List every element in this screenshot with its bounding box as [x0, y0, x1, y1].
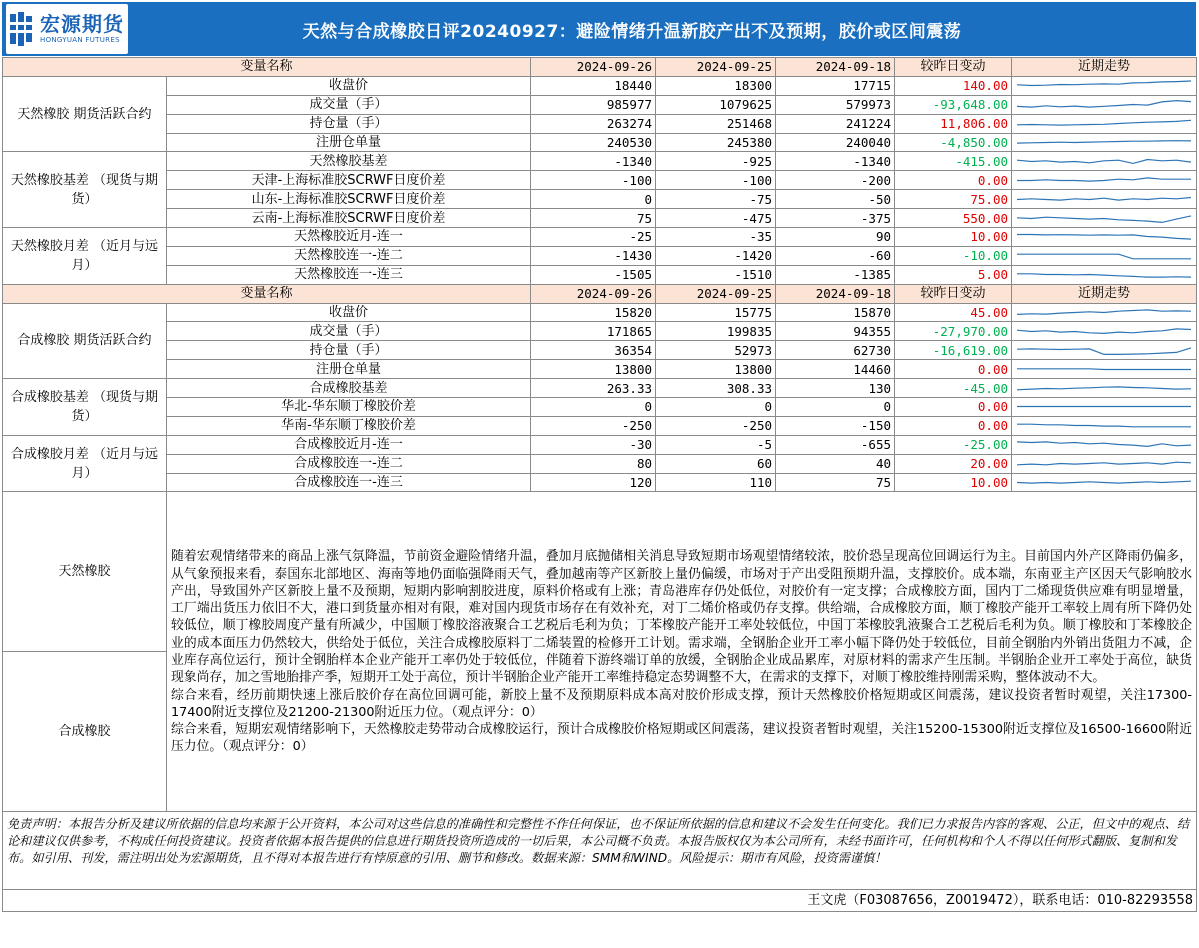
value-d2: 52973 — [656, 341, 776, 360]
value-d1: 240530 — [531, 133, 656, 152]
value-d1: -1505 — [531, 265, 656, 284]
value-d2: -250 — [656, 416, 776, 435]
value-d2: 18300 — [656, 76, 776, 95]
table-row — [3, 209, 1197, 228]
variable-name: 华南-华东顺丁橡胶价差 — [167, 416, 531, 435]
header-date: 2024-09-26 — [531, 284, 656, 303]
header-trend: 近期走势 — [1012, 58, 1197, 77]
header-date: 2024-09-18 — [776, 58, 895, 77]
trend-sparkline — [1015, 305, 1193, 320]
value-d2: -475 — [656, 209, 776, 228]
table-row — [3, 265, 1197, 284]
commentary-synthetic-summary: 综合来看，短期宏观情绪影响下，天然橡胶走势带动合成橡胶运行，预计合成橡胶价格短期或区间震荡，建议投资者暂时观望，关注15200-15300附近支撑位及16500-16600附近压力位。（观点评分：0） — [171, 722, 1193, 755]
variable-name: 成交量（手） — [167, 95, 531, 114]
trend-cell — [1012, 454, 1197, 473]
change-value: 0.00 — [895, 171, 1012, 190]
trend-cell — [1012, 379, 1197, 398]
change-value: -93,648.00 — [895, 95, 1012, 114]
company-logo — [6, 4, 128, 54]
trend-cell — [1012, 341, 1197, 360]
table-row — [3, 379, 1197, 398]
variable-name: 华北-华东顺丁橡胶价差 — [167, 398, 531, 417]
table-row — [3, 416, 1197, 435]
disclaimer-row — [3, 812, 1197, 890]
table-row — [3, 190, 1197, 209]
trend-line — [1017, 481, 1191, 483]
group-label: 天然橡胶月差 （近月与远月） — [3, 228, 167, 285]
trend-sparkline — [1015, 97, 1193, 112]
trend-sparkline — [1015, 211, 1193, 226]
trend-line — [1017, 141, 1191, 143]
trend-sparkline — [1015, 418, 1193, 433]
header-change: 较昨日变动 — [895, 284, 1012, 303]
value-d2: 251468 — [656, 114, 776, 133]
trend-sparkline — [1015, 173, 1193, 188]
trend-line — [1017, 255, 1191, 260]
value-d2: 308.33 — [656, 379, 776, 398]
trend-line — [1017, 215, 1191, 222]
value-d2: 1079625 — [656, 95, 776, 114]
change-value: -16,619.00 — [895, 341, 1012, 360]
change-value: 0.00 — [895, 416, 1012, 435]
trend-cell — [1012, 171, 1197, 190]
trend-sparkline — [1015, 192, 1193, 207]
header-date: 2024-09-25 — [656, 58, 776, 77]
table-row — [3, 114, 1197, 133]
trend-line — [1017, 235, 1191, 240]
value-d3: 15870 — [776, 303, 895, 322]
trend-cell — [1012, 398, 1197, 417]
change-value: -10.00 — [895, 246, 1012, 265]
table-row — [3, 152, 1197, 171]
commentary-paragraph: 随着宏观情绪带来的商品上涨气氛降温，节前资金避险情绪升温，叠加月底抛储相关消息导致短期市场观望情绪较浓，胶价恐呈现高位回调运行为主。目前国内外产区降雨仍偏多，从气象预报来看，泰国东北部地区、海南等地仍面临强降雨天气，叠加越南等产区新胶上量仍偏缓，市场对于产出受阻预期升温，支撑胶价。成本端，东南亚主产区因天气影响胶水产出，导致国外产区新胶上量不及预期，短期内影响割胶进度，原料价格或有上涨；青岛港库存仍处低位，对胶价有一定支撑；合成橡胶方面，国内丁二烯现货供应难有明显增量，工厂端出货压力依旧不大，港口到货量亦相对有限，难对国内现货市场存在有效补充，对丁二烯价格或仍存支撑。供给端，合成橡胶方面，顺丁橡胶产能开工率较上周有所下降仍处较低位，顺丁橡胶周度产量有所减少，中国顺丁橡胶溶液聚合工艺税后毛利为负；丁苯橡胶产能开工率处较低位，中国丁苯橡胶乳液聚合工艺税后毛利为负。顺丁橡胶和丁苯橡胶企业的成本面压力仍然较大，供给处于低位，关注合成橡胶原料丁二烯装置的检修开工计划。需求端，全钢胎企业开工率小幅下降仍处于较低位，目前全钢胎内外销出货阻力不减，企业库存高位运行，预计全钢胎样本企业产能开工率仍处于较低位，伴随着下游终端订单的放缓，全钢胎企业成品累库，对原材料的需求产生压制。半钢胎企业开工率处于高位，缺货现象尚存，加之雪地胎排产季，短期开工处于高位，预计半钢胎企业产能开工率维持稳定态势调整不大，在需求的支撑下，对顺丁橡胶维持刚需采购，整体波动不大。 — [171, 549, 1193, 686]
trend-cell — [1012, 360, 1197, 379]
table-row — [3, 322, 1197, 341]
value-d1: 120 — [531, 473, 656, 492]
value-d3: 75 — [776, 473, 895, 492]
value-d2: 15775 — [656, 303, 776, 322]
trend-sparkline — [1015, 135, 1193, 150]
column-header-row — [3, 58, 1197, 77]
trend-cell — [1012, 95, 1197, 114]
header-var-name: 变量名称 — [3, 284, 531, 303]
change-value: -27,970.00 — [895, 322, 1012, 341]
commentary-natural-summary: 综合来看，经历前期快速上涨后胶价存在高位回调可能，新胶上量不及预期原料成本高对胶价形成支撑，预计天然橡胶价格短期或区间震荡，建议投资者暂时观望，关注17300-17400附近支撑位及21200-21300附近压力位。（观点评分：0） — [171, 687, 1193, 720]
group-label: 合成橡胶 期货活跃合约 — [3, 303, 167, 379]
value-d1: 75 — [531, 209, 656, 228]
trend-cell — [1012, 303, 1197, 322]
commentary-label-natural: 天然橡胶 — [3, 492, 167, 652]
change-value: 0.00 — [895, 398, 1012, 417]
table-row — [3, 454, 1197, 473]
trend-cell — [1012, 209, 1197, 228]
trend-line — [1017, 442, 1191, 447]
value-d3: 241224 — [776, 114, 895, 133]
value-d3: 94355 — [776, 322, 895, 341]
group-label: 天然橡胶 期货活跃合约 — [3, 76, 167, 152]
group-label: 合成橡胶基差 （现货与期货） — [3, 379, 167, 436]
value-d3: 240040 — [776, 133, 895, 152]
trend-cell — [1012, 246, 1197, 265]
value-d1: 13800 — [531, 360, 656, 379]
variable-name: 收盘价 — [167, 303, 531, 322]
value-d2: -75 — [656, 190, 776, 209]
value-d3: -200 — [776, 171, 895, 190]
logo-cn-text: 宏源期货 — [40, 12, 124, 36]
group-label: 天然橡胶基差 （现货与期货） — [3, 152, 167, 228]
trend-sparkline — [1015, 362, 1193, 377]
value-d2: 60 — [656, 454, 776, 473]
trend-sparkline — [1015, 116, 1193, 131]
value-d1: 263274 — [531, 114, 656, 133]
value-d3: 130 — [776, 379, 895, 398]
trend-sparkline — [1015, 154, 1193, 169]
trend-cell — [1012, 114, 1197, 133]
change-value: 550.00 — [895, 209, 1012, 228]
value-d3: -375 — [776, 209, 895, 228]
trend-cell — [1012, 152, 1197, 171]
trend-sparkline — [1015, 475, 1193, 490]
trend-cell — [1012, 265, 1197, 284]
header-trend: 近期走势 — [1012, 284, 1197, 303]
value-d2: 0 — [656, 398, 776, 417]
value-d1: -30 — [531, 435, 656, 454]
table-row — [3, 435, 1197, 454]
table-row — [3, 341, 1197, 360]
value-d3: 40 — [776, 454, 895, 473]
trend-sparkline — [1015, 248, 1193, 263]
disclaimer-text: 免责声明：本报告分析及建议所依据的信息均来源于公开资料，本公司对这些信息的准确性和完整性不作任何保证，也不保证所依据的信息和建议不会发生任何变化。我们已力求报告内容的客观、公正，但文中的观点、结论和建议仅供参考，不构成任何投资建议。投资者依据本报告提供的信息进行期货投资所造成的一切后果，本公司概不负责。本报告版权仅为本公司所有，未经书面许可，任何机构和个人不得以任何形式翻版、复制和发布。如引用、刊发，需注明出处为宏源期货，且不得对本报告进行有悖原意的引用、删节和修改。数据来源：SMM和WIND。风险提示：期市有风险，投资需谨慎！ — [3, 812, 1197, 890]
table-row — [3, 133, 1197, 152]
trend-cell — [1012, 322, 1197, 341]
trend-line — [1017, 310, 1191, 315]
trend-line — [1017, 120, 1191, 125]
change-value: -415.00 — [895, 152, 1012, 171]
table-row — [3, 171, 1197, 190]
header-var-name: 变量名称 — [3, 58, 531, 77]
value-d1: 15820 — [531, 303, 656, 322]
table-row — [3, 303, 1197, 322]
commentary-text — [167, 492, 1197, 812]
change-value: 45.00 — [895, 303, 1012, 322]
trend-cell — [1012, 190, 1197, 209]
value-d3: -1340 — [776, 152, 895, 171]
change-value: 10.00 — [895, 228, 1012, 247]
author-row — [3, 890, 1197, 912]
value-d1: -100 — [531, 171, 656, 190]
data-table — [2, 57, 1197, 912]
value-d3: -1385 — [776, 265, 895, 284]
value-d2: 245380 — [656, 133, 776, 152]
value-d1: -1430 — [531, 246, 656, 265]
change-value: -25.00 — [895, 435, 1012, 454]
variable-name: 合成橡胶基差 — [167, 379, 531, 398]
trend-line — [1017, 274, 1191, 277]
value-d3: 14460 — [776, 360, 895, 379]
trend-line — [1017, 386, 1191, 389]
author-contact: 王文虎（F03087656，Z0019472），联系电话：010-82293558 — [3, 890, 1197, 912]
value-d2: 13800 — [656, 360, 776, 379]
variable-name: 注册仓单量 — [167, 360, 531, 379]
variable-name: 天津-上海标准胶SCRWF日度价差 — [167, 171, 531, 190]
table-row — [3, 398, 1197, 417]
change-value: 0.00 — [895, 360, 1012, 379]
trend-cell — [1012, 435, 1197, 454]
value-d2: 110 — [656, 473, 776, 492]
value-d1: 0 — [531, 190, 656, 209]
trend-line — [1017, 159, 1191, 163]
variable-name: 持仓量（手） — [167, 341, 531, 360]
logo-en-text: HONGYUAN FUTURES — [40, 36, 120, 44]
value-d2: -5 — [656, 435, 776, 454]
value-d3: 90 — [776, 228, 895, 247]
change-value: 75.00 — [895, 190, 1012, 209]
value-d3: -50 — [776, 190, 895, 209]
header-change: 较昨日变动 — [895, 58, 1012, 77]
trend-sparkline — [1015, 229, 1193, 244]
change-value: 10.00 — [895, 473, 1012, 492]
change-value: -45.00 — [895, 379, 1012, 398]
change-value: 5.00 — [895, 265, 1012, 284]
trend-cell — [1012, 76, 1197, 95]
table-row — [3, 360, 1197, 379]
trend-sparkline — [1015, 381, 1193, 396]
value-d3: -150 — [776, 416, 895, 435]
trend-sparkline — [1015, 437, 1193, 452]
variable-name: 云南-上海标准胶SCRWF日度价差 — [167, 209, 531, 228]
variable-name: 天然橡胶近月-连一 — [167, 228, 531, 247]
trend-line — [1017, 329, 1191, 334]
value-d1: 263.33 — [531, 379, 656, 398]
variable-name: 持仓量（手） — [167, 114, 531, 133]
value-d3: 17715 — [776, 76, 895, 95]
header-date: 2024-09-18 — [776, 284, 895, 303]
variable-name: 合成橡胶连一-连二 — [167, 454, 531, 473]
value-d1: -25 — [531, 228, 656, 247]
table-row — [3, 246, 1197, 265]
column-header-row — [3, 284, 1197, 303]
trend-line — [1017, 368, 1191, 369]
commentary-row — [3, 492, 1197, 652]
header-date: 2024-09-25 — [656, 284, 776, 303]
value-d2: 199835 — [656, 322, 776, 341]
trend-line — [1017, 101, 1191, 108]
trend-line — [1017, 348, 1191, 355]
variable-name: 收盘价 — [167, 76, 531, 95]
trend-line — [1017, 178, 1191, 181]
trend-line — [1017, 462, 1191, 465]
value-d1: 36354 — [531, 341, 656, 360]
commentary-label-synthetic: 合成橡胶 — [3, 652, 167, 812]
trend-cell — [1012, 133, 1197, 152]
trend-line — [1017, 425, 1191, 428]
trend-sparkline — [1015, 324, 1193, 339]
trend-cell — [1012, 473, 1197, 492]
trend-sparkline — [1015, 399, 1193, 414]
change-value: 140.00 — [895, 76, 1012, 95]
table-row — [3, 95, 1197, 114]
value-d2: -100 — [656, 171, 776, 190]
group-label: 合成橡胶月差 （近月与远月） — [3, 435, 167, 492]
variable-name: 成交量（手） — [167, 322, 531, 341]
value-d3: -60 — [776, 246, 895, 265]
value-d1: 171865 — [531, 322, 656, 341]
table-row — [3, 76, 1197, 95]
table-row — [3, 228, 1197, 247]
value-d1: 0 — [531, 398, 656, 417]
trend-cell — [1012, 416, 1197, 435]
report-title: 天然与合成橡胶日评20240927：避险情绪升温新胶产出不及预期，胶价或区间震荡 — [302, 21, 962, 42]
variable-name: 山东-上海标准胶SCRWF日度价差 — [167, 190, 531, 209]
table-row — [3, 473, 1197, 492]
value-d1: 985977 — [531, 95, 656, 114]
value-d3: 0 — [776, 398, 895, 417]
variable-name: 注册仓单量 — [167, 133, 531, 152]
variable-name: 天然橡胶连一-连三 — [167, 265, 531, 284]
variable-name: 合成橡胶近月-连一 — [167, 435, 531, 454]
value-d3: 62730 — [776, 341, 895, 360]
trend-sparkline — [1015, 456, 1193, 471]
trend-sparkline — [1015, 78, 1193, 93]
trend-line — [1017, 81, 1191, 86]
trend-sparkline — [1015, 343, 1193, 358]
header-date: 2024-09-26 — [531, 58, 656, 77]
trend-line — [1017, 197, 1191, 200]
value-d2: -925 — [656, 152, 776, 171]
variable-name: 天然橡胶连一-连二 — [167, 246, 531, 265]
change-value: 11,806.00 — [895, 114, 1012, 133]
value-d1: 18440 — [531, 76, 656, 95]
trend-sparkline — [1015, 267, 1193, 282]
change-value: 20.00 — [895, 454, 1012, 473]
report-header — [2, 2, 1196, 56]
value-d3: -655 — [776, 435, 895, 454]
change-value: -4,850.00 — [895, 133, 1012, 152]
trend-cell — [1012, 228, 1197, 247]
logo-mark-icon — [10, 10, 36, 48]
value-d3: 579973 — [776, 95, 895, 114]
value-d1: -250 — [531, 416, 656, 435]
variable-name: 天然橡胶基差 — [167, 152, 531, 171]
value-d1: -1340 — [531, 152, 656, 171]
value-d2: -35 — [656, 228, 776, 247]
value-d1: 80 — [531, 454, 656, 473]
variable-name: 合成橡胶连一-连三 — [167, 473, 531, 492]
value-d2: -1420 — [656, 246, 776, 265]
value-d2: -1510 — [656, 265, 776, 284]
